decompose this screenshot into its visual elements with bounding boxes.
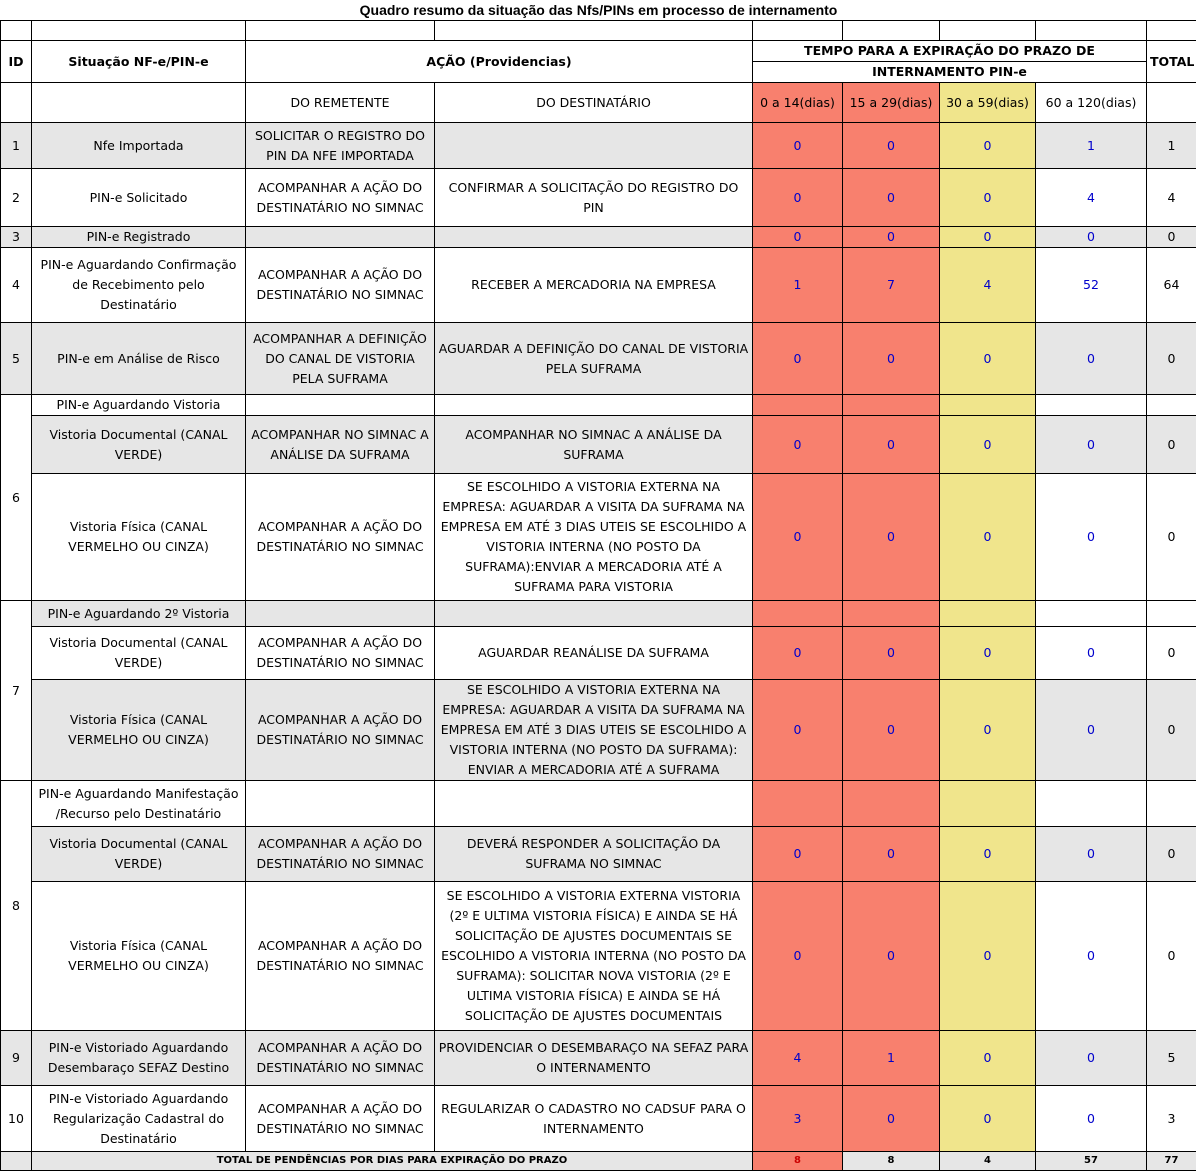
empty-cell [753, 781, 843, 827]
cell-total: 0 [1147, 827, 1196, 882]
cell-60-120: 1 [1036, 123, 1147, 169]
empty-cell [435, 601, 753, 627]
cell-total: 0 [1147, 627, 1196, 680]
cell-15-29: 0 [843, 627, 940, 680]
empty-cell [435, 395, 753, 416]
cell-30-59: 0 [940, 827, 1036, 882]
row-destinatario: ACOMPANHAR NO SIMNAC A ANÁLISE DA SUFRAMA [435, 416, 753, 474]
cell-15-29: 0 [843, 1086, 940, 1152]
empty-cell [435, 21, 753, 41]
header-tempo-line2: INTERNAMENTO PIN-e [753, 62, 1147, 83]
cell-0-14: 3 [753, 1086, 843, 1152]
row-situacao: Vistoria Física (CANAL VERMELHO OU CINZA) [32, 474, 246, 601]
table-row [1, 227, 1196, 248]
row-situacao: Vistoria Documental (CANAL VERDE) [32, 827, 246, 882]
header-bucket-15-29: 15 a 29(dias) [843, 83, 940, 123]
header-destinatario: DO DESTINATÁRIO [435, 83, 753, 123]
row-destinatario [435, 227, 753, 248]
cell-15-29: 0 [843, 882, 940, 1031]
row-remetente: ACOMPANHAR A AÇÃO DO DESTINATÁRIO NO SIMNAC [246, 882, 435, 1031]
cell-0-14: 0 [753, 169, 843, 227]
cell-60-120: 4 [1036, 169, 1147, 227]
cell-0-14: 0 [753, 416, 843, 474]
table-row [1, 416, 1196, 474]
cell-total: 1 [1147, 123, 1196, 169]
row-situacao: PIN-e Vistoriado Aguardando Desembaraço SEFAZ Destino [32, 1031, 246, 1086]
cell-0-14: 0 [753, 882, 843, 1031]
table-row [1, 882, 1196, 1031]
row-situacao: Vistoria Física (CANAL VERMELHO OU CINZA) [32, 680, 246, 781]
cell-total: 0 [1147, 474, 1196, 601]
cell-15-29: 1 [843, 1031, 940, 1086]
empty-cell [435, 781, 753, 827]
cell-60-120: 0 [1036, 882, 1147, 1031]
empty-cell [1147, 21, 1196, 41]
row-situacao: PIN-e em Análise de Risco [32, 323, 246, 395]
cell-0-14: 0 [753, 123, 843, 169]
cell-total: 3 [1147, 1086, 1196, 1152]
header-total: TOTAL [1147, 41, 1196, 83]
cell-total: 0 [1147, 227, 1196, 248]
row-destinatario: CONFIRMAR A SOLICITAÇÃO DO REGISTRO DO PIN [435, 169, 753, 227]
empty-cell [246, 395, 435, 416]
footer-60-120: 57 [1036, 1152, 1147, 1171]
cell-15-29: 0 [843, 827, 940, 882]
cell-15-29: 0 [843, 123, 940, 169]
footer-label: TOTAL DE PENDÊNCIAS POR DIAS PARA EXPIRAÇÃO DO PRAZO [32, 1152, 753, 1171]
empty-cell [940, 781, 1036, 827]
table-row [1, 781, 1196, 827]
cell-60-120: 0 [1036, 627, 1147, 680]
cell-0-14: 0 [753, 474, 843, 601]
empty-cell [1036, 601, 1147, 627]
cell-60-120: 0 [1036, 416, 1147, 474]
cell-15-29: 0 [843, 416, 940, 474]
row-remetente: SOLICITAR O REGISTRO DO PIN DA NFE IMPORTADA [246, 123, 435, 169]
cell-15-29: 0 [843, 227, 940, 248]
cell-30-59: 0 [940, 416, 1036, 474]
cell-0-14: 4 [753, 1031, 843, 1086]
row-remetente: ACOMPANHAR NO SIMNAC A ANÁLISE DA SUFRAMA [246, 416, 435, 474]
empty-cell [843, 395, 940, 416]
table-row [1, 395, 1196, 416]
empty-cell [843, 781, 940, 827]
row-situacao: Vistoria Documental (CANAL VERDE) [32, 627, 246, 680]
row-id: 9 [1, 1031, 32, 1086]
row-id: 2 [1, 169, 32, 227]
cell-total: 5 [1147, 1031, 1196, 1086]
row-id: 4 [1, 248, 32, 323]
row-remetente: ACOMPANHAR A AÇÃO DO DESTINATÁRIO NO SIMNAC [246, 680, 435, 781]
row-destinatario: AGUARDAR A DEFINIÇÃO DO CANAL DE VISTORIA PELA SUFRAMA [435, 323, 753, 395]
table-row [1, 1086, 1196, 1152]
cell-60-120: 52 [1036, 248, 1147, 323]
cell-0-14: 0 [753, 227, 843, 248]
cell-0-14: 1 [753, 248, 843, 323]
table-row [1, 1031, 1196, 1086]
cell-30-59: 0 [940, 627, 1036, 680]
empty-cell [940, 395, 1036, 416]
row-destinatario: SE ESCOLHIDO A VISTORIA EXTERNA NA EMPRESA: AGUARDAR A VISITA DA SUFRAMA NA EMPRESA EM ATÉ 3 DIAS UTEIS SE ESCOLHIDO A VISTORIA INTERNA (NO POSTO DA SUFRAMA): ENVIAR A MERCADORIA ATÉ A SUFRAMA [435, 680, 753, 781]
empty-cell [1147, 83, 1196, 123]
cell-30-59: 0 [940, 680, 1036, 781]
row-id: 8 [1, 781, 32, 1031]
empty-cell [246, 601, 435, 627]
cell-30-59: 0 [940, 169, 1036, 227]
empty-cell [1147, 601, 1196, 627]
table-row [1, 474, 1196, 601]
row-remetente: ACOMPANHAR A AÇÃO DO DESTINATÁRIO NO SIMNAC [246, 1031, 435, 1086]
cell-30-59: 0 [940, 123, 1036, 169]
cell-60-120: 0 [1036, 323, 1147, 395]
empty-cell [753, 21, 843, 41]
table-row [1, 627, 1196, 680]
empty-cell [1036, 395, 1147, 416]
header-situacao: Situação NF-e/PIN-e [32, 41, 246, 83]
header-bucket-60-120: 60 a 120(dias) [1036, 83, 1147, 123]
cell-30-59: 0 [940, 882, 1036, 1031]
cell-15-29: 0 [843, 323, 940, 395]
row-situacao: PIN-e Vistoriado Aguardando Regularização Cadastral do Destinatário [32, 1086, 246, 1152]
empty-cell [940, 601, 1036, 627]
row-id: 7 [1, 601, 32, 781]
cell-total: 0 [1147, 882, 1196, 1031]
row-id: 1 [1, 123, 32, 169]
empty-cell [1147, 395, 1196, 416]
row-situacao: Vistoria Documental (CANAL VERDE) [32, 416, 246, 474]
header-bucket-30-59: 30 a 59(dias) [940, 83, 1036, 123]
row-remetente: ACOMPANHAR A AÇÃO DO DESTINATÁRIO NO SIMNAC [246, 1086, 435, 1152]
cell-0-14: 0 [753, 827, 843, 882]
row-remetente: ACOMPANHAR A AÇÃO DO DESTINATÁRIO NO SIMNAC [246, 248, 435, 323]
header-bucket-0-14: 0 a 14(dias) [753, 83, 843, 123]
table-title: Quadro resumo da situação das Nfs/PINs em processo de internamento [1, 0, 1196, 21]
empty-cell [32, 83, 246, 123]
table-row [1, 827, 1196, 882]
header-remetente: DO REMETENTE [246, 83, 435, 123]
row-remetente: ACOMPANHAR A DEFINIÇÃO DO CANAL DE VISTORIA PELA SUFRAMA [246, 323, 435, 395]
empty-cell [246, 781, 435, 827]
cell-60-120: 0 [1036, 474, 1147, 601]
header-id: ID [1, 41, 32, 83]
empty-cell [32, 21, 246, 41]
row-remetente: ACOMPANHAR A AÇÃO DO DESTINATÁRIO NO SIMNAC [246, 474, 435, 601]
group-heading: PIN-e Aguardando Manifestação /Recurso pelo Destinatário [32, 781, 246, 827]
footer-30-59: 4 [940, 1152, 1036, 1171]
row-situacao: PIN-e Solicitado [32, 169, 246, 227]
table-row [1, 169, 1196, 227]
cell-15-29: 7 [843, 248, 940, 323]
cell-60-120: 0 [1036, 227, 1147, 248]
group-heading: PIN-e Aguardando Vistoria [32, 395, 246, 416]
cell-total: 0 [1147, 680, 1196, 781]
cell-60-120: 0 [1036, 1031, 1147, 1086]
cell-30-59: 0 [940, 227, 1036, 248]
row-remetente [246, 227, 435, 248]
empty-cell [753, 395, 843, 416]
row-destinatario: AGUARDAR REANÁLISE DA SUFRAMA [435, 627, 753, 680]
row-remetente: ACOMPANHAR A AÇÃO DO DESTINATÁRIO NO SIMNAC [246, 827, 435, 882]
row-situacao: PIN-e Registrado [32, 227, 246, 248]
row-remetente: ACOMPANHAR A AÇÃO DO DESTINATÁRIO NO SIMNAC [246, 627, 435, 680]
cell-15-29: 0 [843, 169, 940, 227]
cell-15-29: 0 [843, 474, 940, 601]
cell-60-120: 0 [1036, 1086, 1147, 1152]
cell-60-120: 0 [1036, 680, 1147, 781]
row-remetente: ACOMPANHAR A AÇÃO DO DESTINATÁRIO NO SIMNAC [246, 169, 435, 227]
empty-cell [843, 21, 940, 41]
table-row [1, 680, 1196, 781]
empty-cell [753, 601, 843, 627]
row-id: 10 [1, 1086, 32, 1152]
empty-cell [246, 21, 435, 41]
cell-total: 0 [1147, 416, 1196, 474]
empty-cell [940, 21, 1036, 41]
footer-0-14: 8 [753, 1152, 843, 1171]
table-row [1, 323, 1196, 395]
table-row [1, 601, 1196, 627]
header-tempo-line1: TEMPO PARA A EXPIRAÇÃO DO PRAZO DE [753, 41, 1147, 62]
table-row [1, 248, 1196, 323]
row-situacao: PIN-e Aguardando Confirmação de Recebimento pelo Destinatário [32, 248, 246, 323]
row-id: 6 [1, 395, 32, 601]
header-acao: AÇÃO (Providencias) [246, 41, 753, 83]
cell-0-14: 0 [753, 323, 843, 395]
row-destinatario: SE ESCOLHIDO A VISTORIA EXTERNA NA EMPRESA: AGUARDAR A VISITA DA SUFRAMA NA EMPRESA EM ATÉ 3 DIAS UTEIS SE ESCOLHIDO A VISTORIA INTERNA (NO POSTO DA SUFRAMA):ENVIAR A MERCADORIA ATÉ A SUFRAMA PARA VISTORIA [435, 474, 753, 601]
empty-cell [1, 83, 32, 123]
cell-0-14: 0 [753, 627, 843, 680]
empty-cell [1036, 781, 1147, 827]
row-destinatario: REGULARIZAR O CADASTRO NO CADSUF PARA O INTERNAMENTO [435, 1086, 753, 1152]
empty-cell [1036, 21, 1147, 41]
row-destinatario: DEVERÁ RESPONDER A SOLICITAÇÃO DA SUFRAMA NO SIMNAC [435, 827, 753, 882]
empty-cell [1147, 781, 1196, 827]
table-row [1, 123, 1196, 169]
cell-15-29: 0 [843, 680, 940, 781]
row-situacao: Nfe Importada [32, 123, 246, 169]
cell-30-59: 4 [940, 248, 1036, 323]
row-situacao: Vistoria Física (CANAL VERMELHO OU CINZA) [32, 882, 246, 1031]
cell-total: 4 [1147, 169, 1196, 227]
cell-30-59: 0 [940, 474, 1036, 601]
cell-total: 0 [1147, 323, 1196, 395]
footer-total: 77 [1147, 1152, 1196, 1171]
row-destinatario [435, 123, 753, 169]
cell-30-59: 0 [940, 1086, 1036, 1152]
empty-cell [1, 21, 32, 41]
row-destinatario: SE ESCOLHIDO A VISTORIA EXTERNA VISTORIA (2º E ULTIMA VISTORIA FÍSICA) E AINDA SE HÁ SOLICITAÇÃO DE AJUSTES DOCUMENTAIS SE ESCOLHIDO A VISTORIA INTERNA (NO POSTO DA SUFRAMA): SOLICITAR NOVA VISTORIA (2º E ULTIMA VISTORIA FÍSICA) E AINDA SE HÁ SOLICITAÇÃO DE AJUSTES DOCUMENTAIS [435, 882, 753, 1031]
cell-30-59: 0 [940, 323, 1036, 395]
cell-30-59: 0 [940, 1031, 1036, 1086]
group-heading: PIN-e Aguardando 2º Vistoria [32, 601, 246, 627]
cell-0-14: 0 [753, 680, 843, 781]
row-destinatario: PROVIDENCIAR O DESEMBARAÇO NA SEFAZ PARA O INTERNAMENTO [435, 1031, 753, 1086]
row-id: 3 [1, 227, 32, 248]
row-destinatario: RECEBER A MERCADORIA NA EMPRESA [435, 248, 753, 323]
footer-15-29: 8 [843, 1152, 940, 1171]
cell-total: 64 [1147, 248, 1196, 323]
empty-cell [843, 601, 940, 627]
row-id: 5 [1, 323, 32, 395]
cell-60-120: 0 [1036, 827, 1147, 882]
